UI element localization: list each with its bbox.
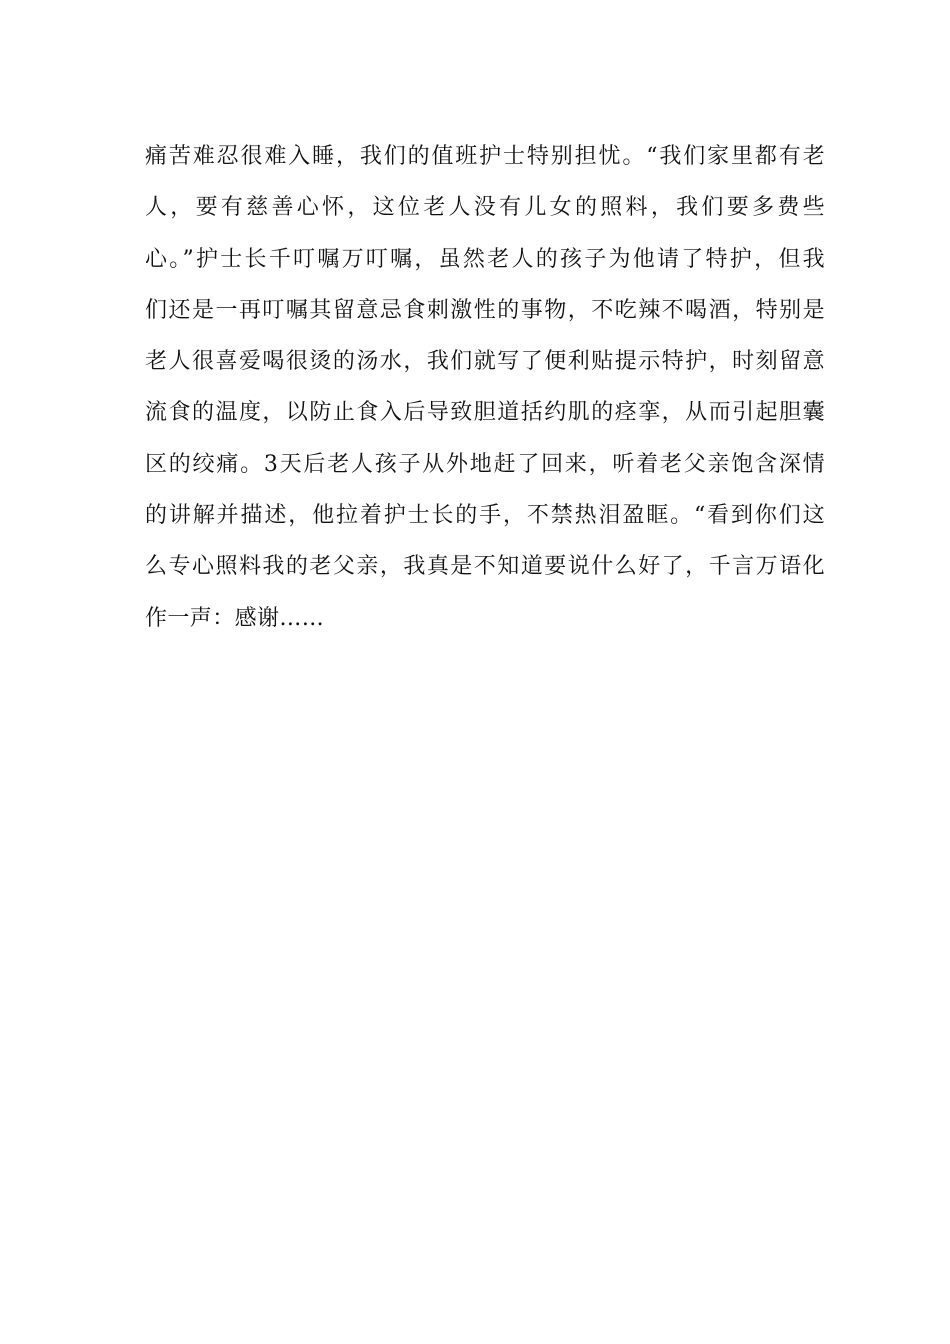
paragraph [145, 131, 825, 644]
paragraph-line: 心。”护士长千叮嘱万叮嘱，虽然老人的孩子为他请了特护，但我 [145, 246, 825, 272]
paragraph-line: 么专心照料我的老父亲，我真是不知道要说什么好了，千言万语化 [145, 554, 825, 580]
paragraph-line: 痛苦难忍很难入睡，我们的值班护士特别担忧。“我们家里都有老 [145, 144, 825, 169]
paragraph-line: 们还是一再叮嘱其留意忌食刺激性的事物，不吃辣不喝酒，特别是 [145, 297, 825, 323]
paragraph-line: 老人很喜爱喝很烫的汤水，我们就写了便利贴提示特护，时刻留意 [145, 349, 825, 375]
paragraph-line: 区的绞痛。3天后老人孩子从外地赶了回来，听着老父亲饱含深情 [145, 451, 825, 477]
paragraph-line: 流食的温度，以防止食入后导致胆道括约肌的痉挛，从而引起胆囊 [145, 400, 825, 426]
paragraph-line: 作一声：感谢…… [145, 605, 325, 631]
paragraph-line: 人，要有慈善心怀，这位老人没有儿女的照料，我们要多费些 [145, 195, 825, 221]
paragraph-line: 的讲解并描述，他拉着护士长的手，不禁热泪盈眶。“看到你们这 [145, 503, 825, 529]
